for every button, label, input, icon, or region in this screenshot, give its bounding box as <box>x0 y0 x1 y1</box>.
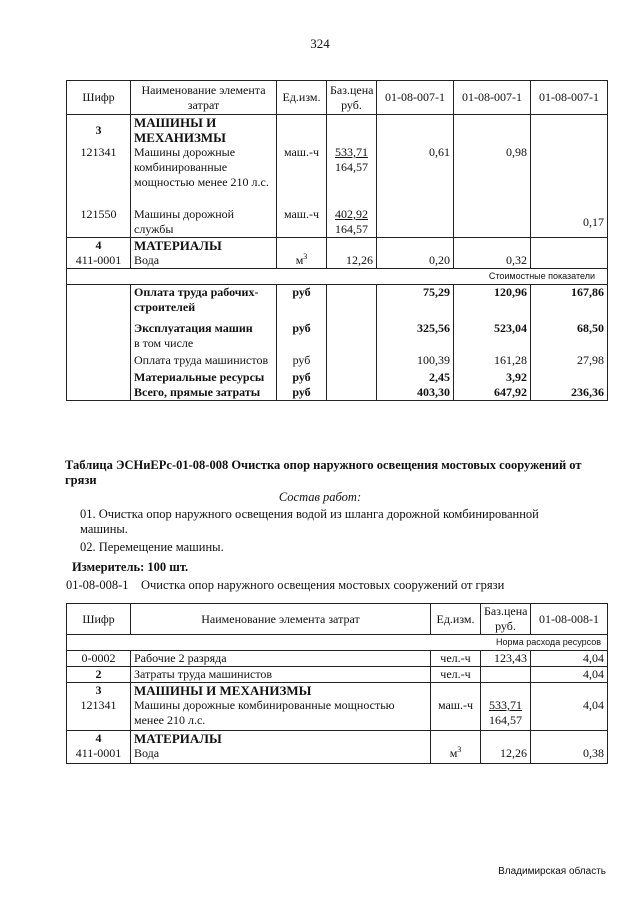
cell-price-machinist: 164,57 <box>335 160 368 174</box>
summary-value: 325,56 <box>377 315 454 336</box>
summary-value: 647,92 <box>454 385 531 401</box>
summary-value: 68,50 <box>531 315 608 336</box>
table-row <box>67 698 608 730</box>
summary-value: 167,86 <box>531 285 608 316</box>
summary-value: 2,45 <box>377 368 454 385</box>
header-code: Шифр <box>67 604 131 635</box>
header-price: Баз.цена руб. <box>481 604 531 635</box>
summary-row <box>67 368 608 385</box>
summary-name: Материальные ресурсы <box>131 368 277 385</box>
cell-value: 0,61 <box>377 145 454 207</box>
work-composition-heading: Состав работ: <box>278 490 362 504</box>
cell-value: 0,32 <box>454 253 531 269</box>
cell-price: 533,71 <box>335 145 368 159</box>
cell-price: 533,71 <box>489 698 522 712</box>
resource-table-01-08-008 <box>66 603 608 764</box>
header-unit: Ед.изм. <box>277 81 327 115</box>
cell-value: 0,17 <box>531 207 608 238</box>
cell-name: Машины дорожные комбинированные мощностью менее 210 л.с. <box>131 145 277 207</box>
summary-name: Эксплуатация машин <box>131 315 277 336</box>
cell-code: 121550 <box>67 207 131 238</box>
section-number: 4 <box>67 730 131 746</box>
resource-table-01-08-007 <box>66 80 608 401</box>
cell-price: 402,92 <box>335 207 368 221</box>
cell-value: 4,04 <box>531 667 608 683</box>
cell-code: 121341 <box>67 698 131 730</box>
summary-row <box>67 315 608 336</box>
cell-unit: чел.-ч <box>431 667 481 683</box>
table-row <box>67 207 608 238</box>
cell-code: 2 <box>67 667 131 683</box>
norm-label-row <box>67 635 608 651</box>
cell-value <box>531 145 608 207</box>
summary-value <box>531 368 608 385</box>
table-row <box>67 651 608 667</box>
summary-row <box>67 285 608 316</box>
table-row <box>67 667 608 683</box>
cell-price: 123,43 <box>481 651 531 667</box>
norm-label: Норма расхода ресурсов <box>67 635 608 651</box>
table-title: Таблица ЭСНиЕРс-01-08-008 Очистка опор наружного освещения мостовых сооружений от грязи <box>65 458 582 487</box>
header-col2: 01-08-007-1 <box>454 81 531 115</box>
summary-value: 100,39 <box>377 351 454 368</box>
cell-unit: $м^3$ <box>431 746 481 764</box>
section-number: 3 <box>67 683 131 699</box>
section-row <box>67 730 608 746</box>
work-item-1: 01. Очистка опор наружного освещения водой из шланга дорожной комбинированной машины. <box>80 507 539 536</box>
summary-unit: руб <box>277 315 327 336</box>
cell-code: 0-0002 <box>67 651 131 667</box>
page-number: 324 <box>310 36 330 51</box>
summary-name: Оплата труда машинистов <box>131 351 277 368</box>
summary-value: 120,96 <box>454 285 531 316</box>
summary-value: 403,30 <box>377 385 454 401</box>
summary-name: Всего, прямые затраты <box>131 385 277 401</box>
header-col1: 01-08-007-1 <box>377 81 454 115</box>
summary-value: 161,28 <box>454 351 531 368</box>
footer-region: Владимирская область <box>498 866 606 877</box>
header-price: Баз.цена руб. <box>327 81 377 115</box>
cell-code: 411-0001 <box>67 746 131 764</box>
section-row <box>67 115 608 146</box>
cell-unit: маш.-ч <box>277 145 327 207</box>
cell-price-machinist: 164,57 <box>335 222 368 236</box>
summary-value: 523,04 <box>454 315 531 336</box>
header-name: Наименование элемента затрат <box>131 81 277 115</box>
summary-value: 75,29 <box>377 285 454 316</box>
summary-value: 27,98 <box>531 351 608 368</box>
header-code: Шифр <box>67 81 131 115</box>
summary-row <box>67 385 608 401</box>
cell-value: 0,20 <box>377 253 454 269</box>
summary-unit: руб <box>277 351 327 368</box>
cell-value: 4,04 <box>531 698 608 730</box>
cell-price-machinist: 164,57 <box>489 713 522 727</box>
summary-name: в том числе <box>131 336 277 351</box>
cell-price <box>481 667 531 683</box>
cell-name: Машины дорожные комбинированные мощностью менее 210 л.с. <box>131 698 431 730</box>
cell-price: 12,26 <box>327 253 377 269</box>
cell-price: 12,26 <box>481 746 531 764</box>
summary-row <box>67 351 608 368</box>
cell-code: 411-0001 <box>67 253 131 269</box>
work-item-2: 02. Перемещение машины. <box>80 540 224 554</box>
measure-unit: Измеритель: 100 шт. <box>72 560 189 574</box>
cell-value: 0,38 <box>531 746 608 764</box>
cell-code: 121341 <box>67 145 131 207</box>
summary-value: 236,36 <box>531 385 608 401</box>
section-row <box>67 683 608 699</box>
header-col3: 01-08-007-1 <box>531 81 608 115</box>
summary-row <box>67 336 608 351</box>
section-row <box>67 238 608 254</box>
cost-indicators-label: Стоимостные показатели <box>67 269 608 285</box>
cell-unit: маш.-ч <box>431 698 481 730</box>
cell-value <box>377 207 454 238</box>
summary-name: Оплата труда рабочих-строителей <box>131 285 277 316</box>
table-header-row <box>67 81 608 115</box>
section-title: МАШИНЫ И МЕХАНИЗМЫ <box>131 683 431 699</box>
cell-value <box>454 207 531 238</box>
table-row <box>67 746 608 764</box>
header-unit: Ед.изм. <box>431 604 481 635</box>
summary-unit: руб <box>277 385 327 401</box>
cell-name: Машины дорожной службы <box>131 207 277 238</box>
section-title: МАТЕРИАЛЫ <box>131 238 277 254</box>
rate-code-line: 01-08-008-1 Очистка опор наружного освещения мостовых сооружений от грязи <box>66 578 505 592</box>
cell-value <box>531 253 608 269</box>
cell-unit: чел.-ч <box>431 651 481 667</box>
table-row <box>67 253 608 269</box>
cell-name: Вода <box>131 253 277 269</box>
header-col1: 01-08-008-1 <box>531 604 608 635</box>
table-header-row <box>67 604 608 635</box>
cell-value: 4,04 <box>531 651 608 667</box>
table-row <box>67 145 608 207</box>
header-name: Наименование элемента затрат <box>131 604 431 635</box>
section-number: 3 <box>67 115 131 146</box>
cell-name: Вода <box>131 746 431 764</box>
section-title: МАТЕРИАЛЫ <box>131 730 431 746</box>
cell-value: 0,98 <box>454 145 531 207</box>
section-title: МАШИНЫ И МЕХАНИЗМЫ <box>131 115 277 146</box>
summary-unit: руб <box>277 285 327 316</box>
cell-unit: маш.-ч <box>277 207 327 238</box>
section-number: 4 <box>67 238 131 254</box>
cell-name: Затраты труда машинистов <box>131 667 431 683</box>
summary-unit: руб <box>277 368 327 385</box>
summary-value: 3,92 <box>454 368 531 385</box>
cost-label-row <box>67 269 608 285</box>
cell-unit: $м^3$ <box>277 253 327 269</box>
cell-name: Рабочие 2 разряда <box>131 651 431 667</box>
